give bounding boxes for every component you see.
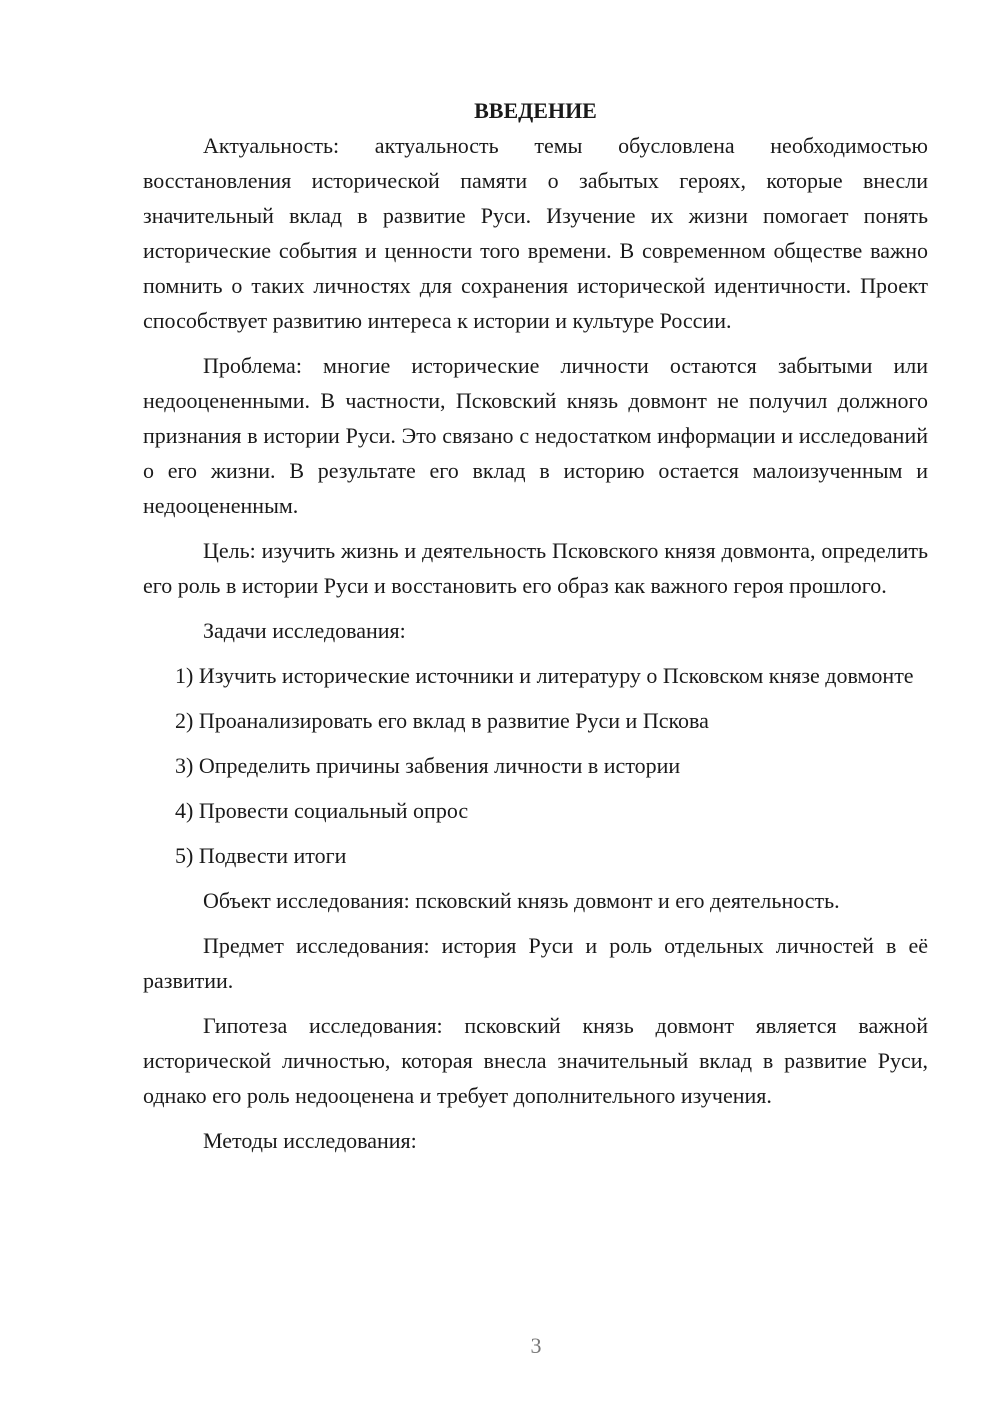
task-item-4: 4) Провести социальный опрос — [175, 798, 469, 823]
problem-paragraph: Проблема: многие исторические личности остаются забытыми или недооцененными. В частности, Псковский князь довмонт не получил должного признания в истории Руси. Это связано с недостатком информации и исследований о его жизни. В результате его вклад в историю остается малоизученным и недооцененным. — [143, 353, 928, 518]
page-number: 3 — [530, 1333, 542, 1358]
task-item-5: 5) Подвести итоги — [175, 843, 347, 868]
object-paragraph: Объект исследования: псковский князь довмонт и его деятельность. — [203, 888, 840, 913]
page-content — [143, 93, 928, 1168]
methods-heading: Методы исследования: — [203, 1128, 417, 1153]
section-title: ВВЕДЕНИЕ — [474, 98, 597, 123]
relevance-paragraph: Актуальность: актуальность темы обусловлена необходимостью восстановления исторической памяти о забытых героях, которые внесли значительный вклад в развитие Руси. Изучение их жизни помогает понять исторические события и ценности того времени. В современном обществе важно помнить о таких личностях для сохранения исторической идентичности. Проект способствует развитию интереса к истории и культуре России. — [143, 133, 928, 333]
hypothesis-paragraph: Гипотеза исследования: псковский князь довмонт является важной исторической личностью, которая внесла значительный вклад в развитие Руси, однако его роль недооценена и требует дополнительного изучения. — [143, 1013, 928, 1108]
tasks-heading: Задачи исследования: — [203, 618, 406, 643]
task-item-3: 3) Определить причины забвения личности в истории — [175, 753, 681, 778]
task-item-2: 2) Проанализировать его вклад в развитие Руси и Пскова — [175, 708, 709, 733]
subject-paragraph: Предмет исследования: история Руси и роль отдельных личностей в её развитии. — [143, 933, 928, 993]
goal-paragraph: Цель: изучить жизнь и деятельность Псковского князя довмонта, определить его роль в истории Руси и восстановить его образ как важного героя прошлого. — [143, 538, 928, 598]
task-item-1: 1) Изучить исторические источники и литературу о Псковском князе довмонте — [175, 663, 914, 688]
